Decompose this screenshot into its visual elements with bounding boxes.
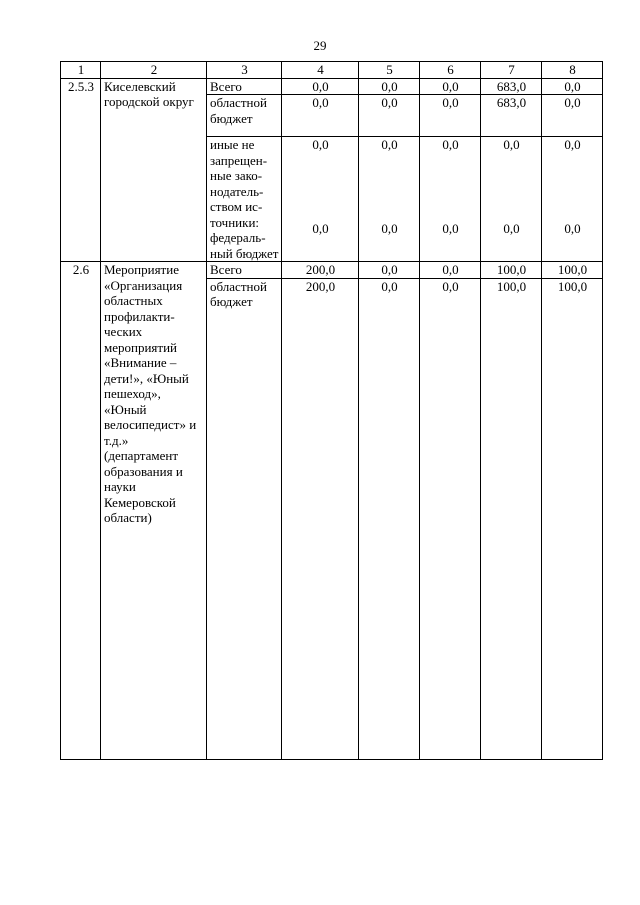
value-cell: 0,0 bbox=[359, 262, 420, 279]
value-cell: 0,0 bbox=[420, 95, 481, 137]
value-cell: 200,0 bbox=[282, 278, 359, 759]
header-cell: 7 bbox=[481, 62, 542, 79]
source-subtext: иные не запрещенные законодательством источники: bbox=[210, 137, 268, 230]
value-cell: 0,0 0,0 bbox=[481, 137, 542, 262]
value-cell: 100,0 bbox=[542, 262, 603, 279]
value-cell: 0,0 0,0 bbox=[420, 137, 481, 262]
value-cell: 0,0 bbox=[420, 78, 481, 95]
source-cell: Всего bbox=[207, 262, 282, 279]
value-cell: 0,0 bbox=[359, 95, 420, 137]
value-cell: 100,0 bbox=[481, 278, 542, 759]
value-cell: 0,0 bbox=[359, 278, 420, 759]
header-cell: 6 bbox=[420, 62, 481, 79]
value-cell: 0,0 bbox=[282, 95, 359, 137]
source-cell: областной бюджет bbox=[207, 278, 282, 759]
source-cell: областной бюджет bbox=[207, 95, 282, 137]
page-number: 29 bbox=[313, 38, 327, 53]
header-cell: 2 bbox=[101, 62, 207, 79]
table-row bbox=[61, 262, 603, 279]
header-cell: 3 bbox=[207, 62, 282, 79]
table-row bbox=[61, 78, 603, 95]
row-name: Мероприятие «Организация областных профилактических мероприятий «Внимание – дети!», «Юный пешеход», «Юный велосипедист» и т.д.» (департамент образования и науки Кемеровской области) bbox=[101, 262, 207, 760]
value-cell: 0,0 bbox=[359, 78, 420, 95]
value-cell: 100,0 bbox=[542, 278, 603, 759]
header-cell: 5 bbox=[359, 62, 420, 79]
value-cell: 0,0 bbox=[282, 78, 359, 95]
value-cell: 0,0 bbox=[420, 278, 481, 759]
row-id: 2.6 bbox=[61, 262, 101, 760]
header-cell: 8 bbox=[542, 62, 603, 79]
row-name: Киселевский городской округ bbox=[101, 78, 207, 262]
source-cell bbox=[207, 137, 282, 262]
value-cell: 0,0 0,0 bbox=[282, 137, 359, 262]
value-cell: 0,0 bbox=[420, 262, 481, 279]
budget-table bbox=[60, 61, 603, 760]
value-cell: 0,0 0,0 bbox=[359, 137, 420, 262]
value-cell: 0,0 bbox=[542, 78, 603, 95]
header-cell: 4 bbox=[282, 62, 359, 79]
value-cell: 0,0 0,0 bbox=[542, 137, 603, 262]
header-cell: 1 bbox=[61, 62, 101, 79]
source-subtext: федеральный бюджет bbox=[210, 230, 279, 261]
value-cell: 200,0 bbox=[282, 262, 359, 279]
value-cell: 100,0 bbox=[481, 262, 542, 279]
header-row bbox=[61, 62, 603, 79]
value-cell: 683,0 bbox=[481, 78, 542, 95]
row-id: 2.5.3 bbox=[61, 78, 101, 262]
value-cell: 683,0 bbox=[481, 95, 542, 137]
value-cell: 0,0 bbox=[542, 95, 603, 137]
source-cell: Всего bbox=[207, 78, 282, 95]
